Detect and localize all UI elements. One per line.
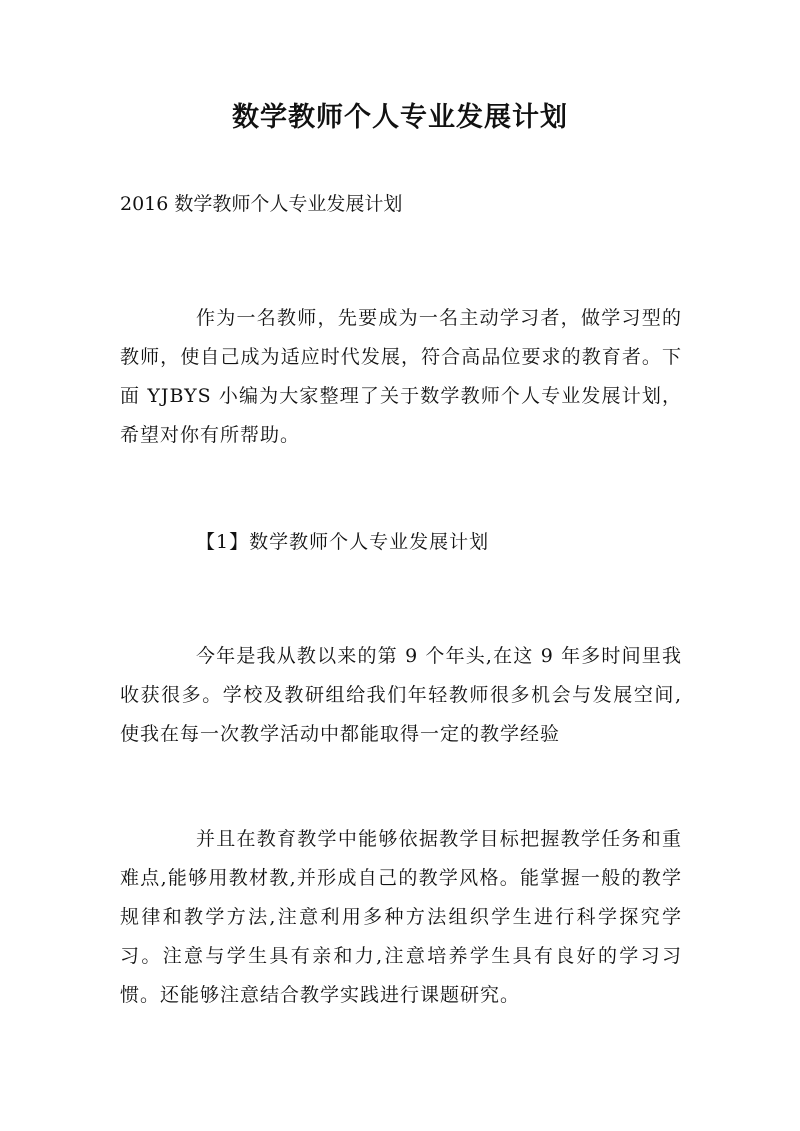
document-subtitle: 2016 数学教师个人专业发展计划 [120, 193, 403, 215]
page-title: 数学教师个人专业发展计划 [232, 102, 568, 133]
body-paragraph-2: 并且在教育教学中能够依据教学目标把握教学任务和重难点,能够用教材教,并形成自己的教学风格。能掌握一般的教学规律和教学方法,注意利用多种方法组织学生进行科学探究学习。注意与学生具有亲和力,注意培养学生具有良好的学习习惯。还能够注意结合教学实践进行课题研究。 [120, 828, 682, 1006]
body-paragraph-1: 今年是我从教以来的第 9 个年头,在这 9 年多时间里我收获很多。学校及教研组给我们年轻教师很多机会与发展空间,使我在每一次教学活动中都能取得一定的教学经验 [120, 645, 682, 745]
intro-paragraph: 作为一名教师，先要成为一名主动学习者，做学习型的教师，使自己成为适应时代发展，符合高品位要求的教育者。下面 YJBYS 小编为大家整理了关于数学教师个人专业发展计划，希望对你有所帮助。 [120, 307, 682, 446]
section-heading: 【1】数学教师个人专业发展计划 [196, 531, 490, 553]
